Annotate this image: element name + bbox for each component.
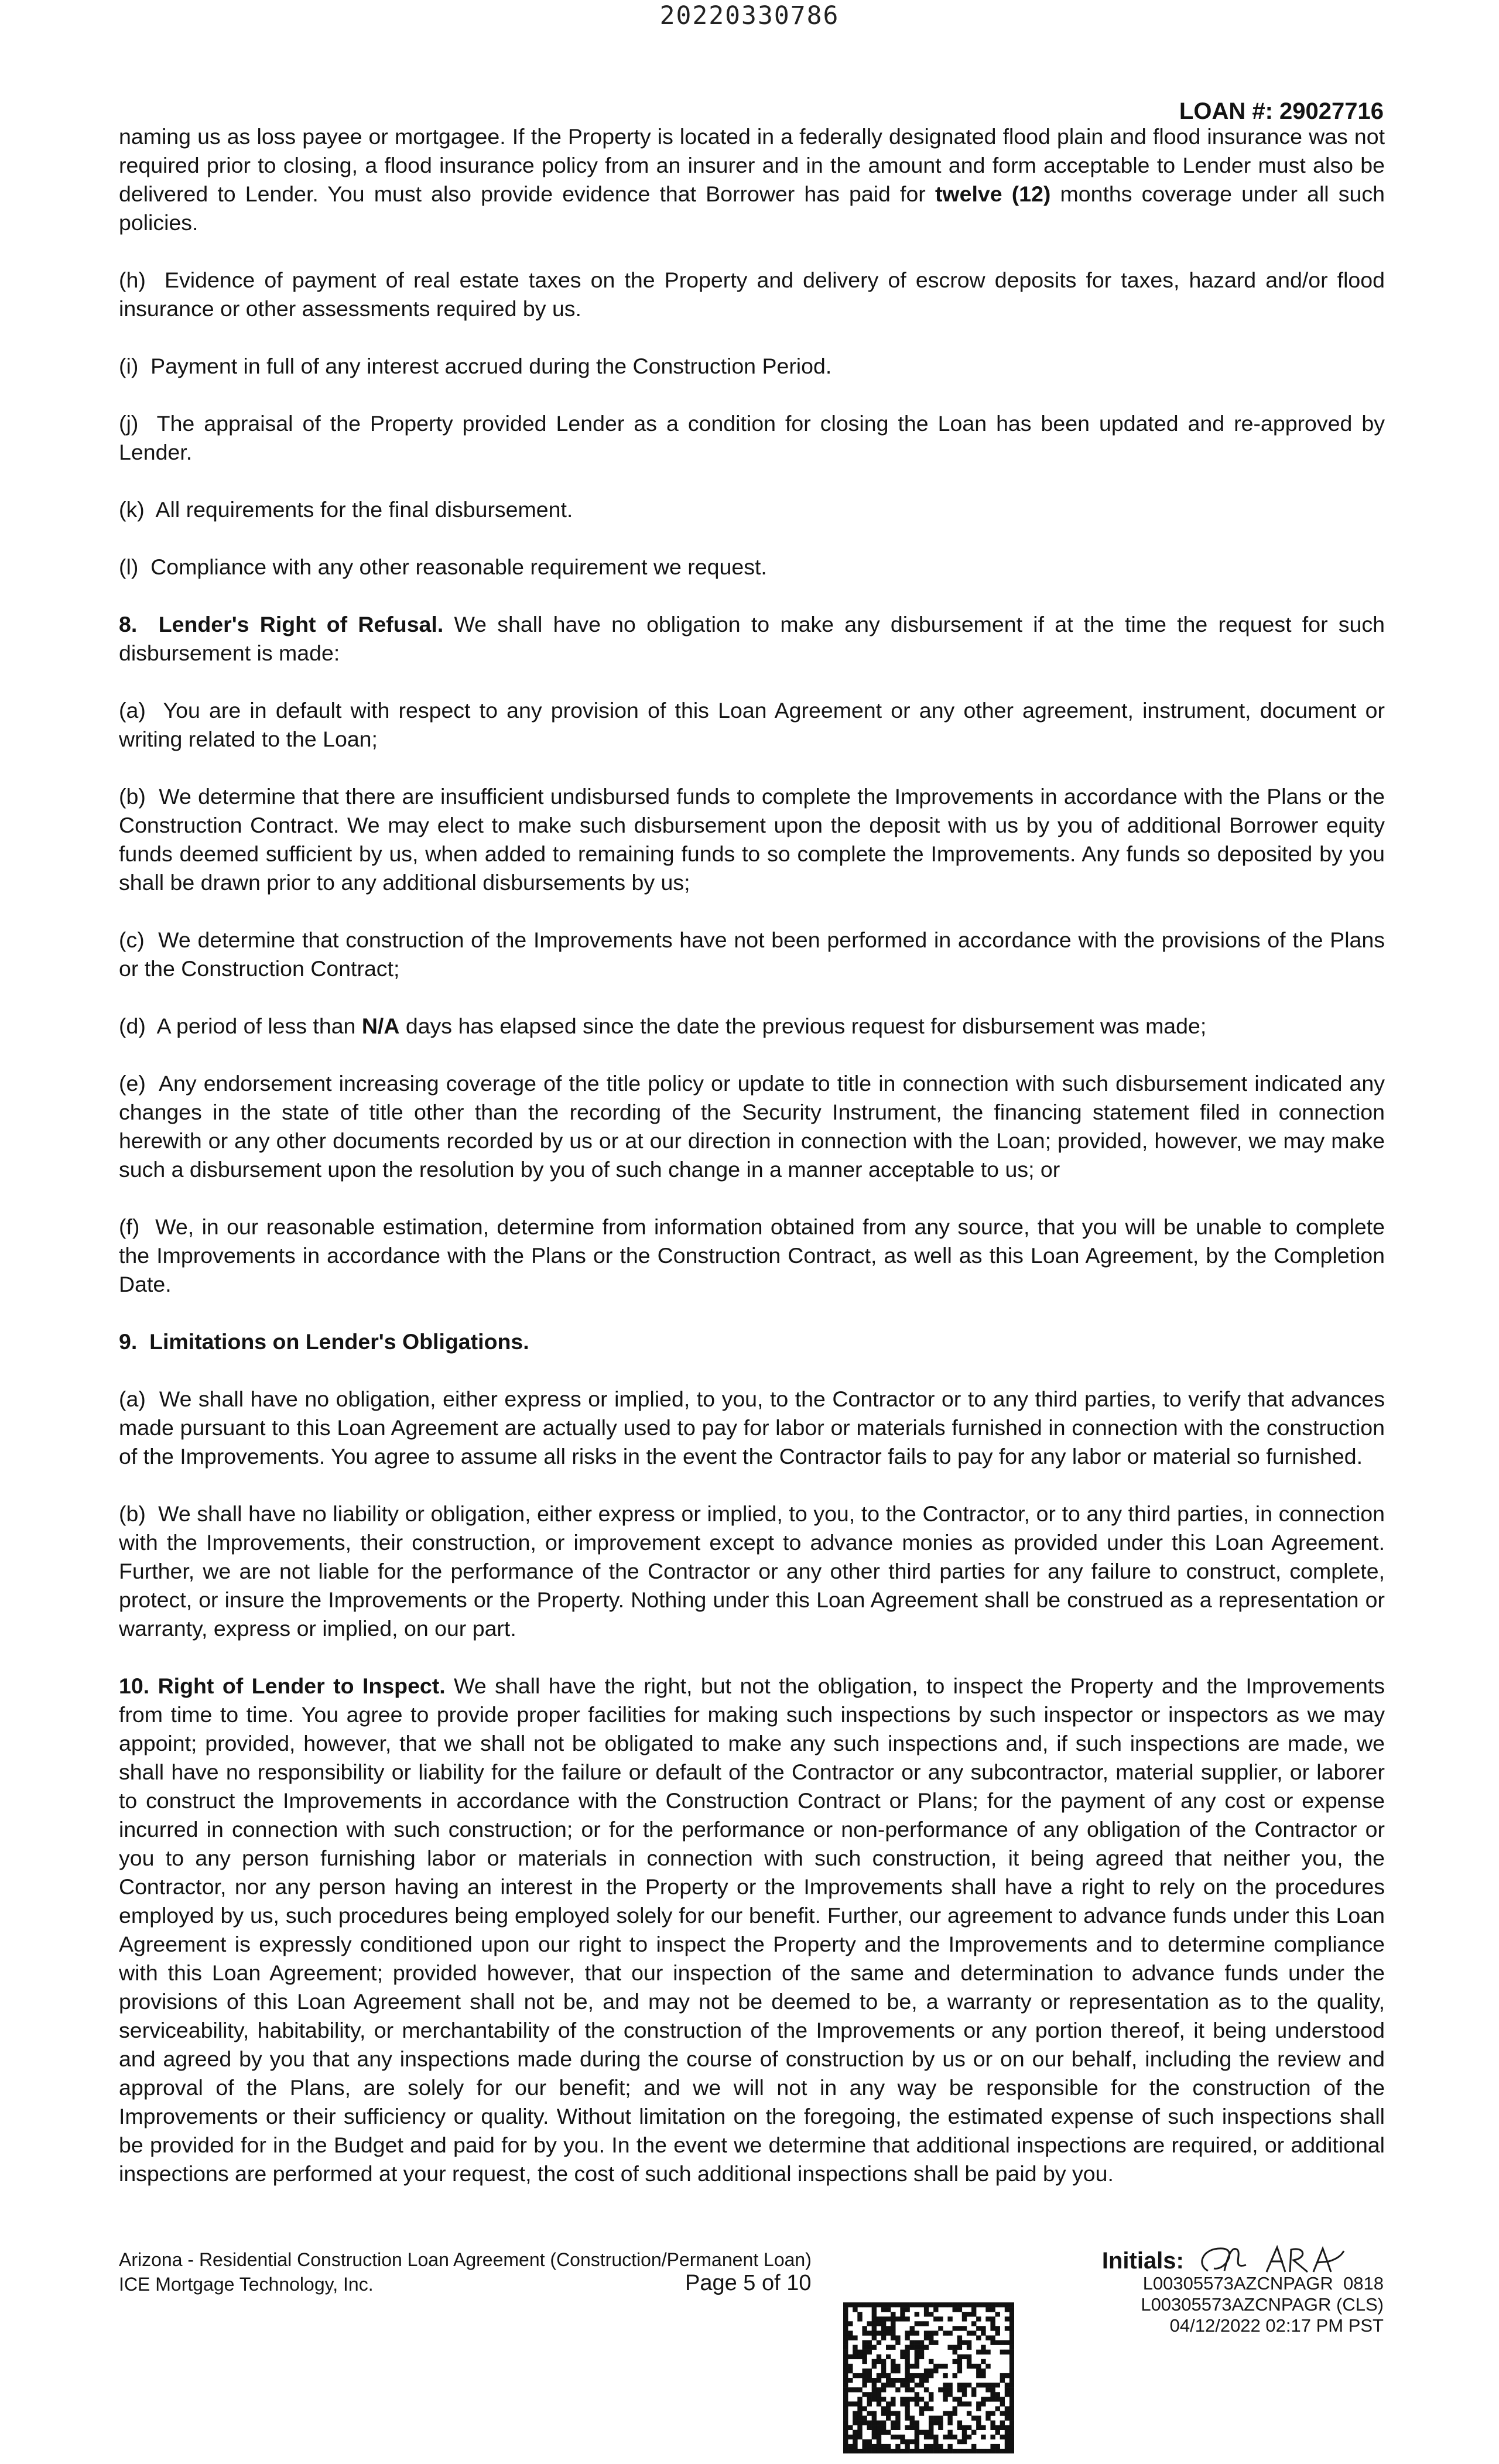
section-10-heading: 10. Right of Lender to Inspect. — [119, 1674, 446, 1698]
refusal-b: (b) We determine that there are insufficient undisbursed funds to complete the Improvements in accordance with the Plans or the Construction Contract. We may elect to make such disbursement upon the deposit with us by you of additional Borrower equity funds deemed sufficient by us, when added to remaining funds to so complete the Improvements. Any funds so deposited by you shall be drawn prior to any additional disbursements by us; — [119, 784, 1385, 895]
form-title: Arizona - Residential Construction Loan Agreement (Construction/Permanent Loan) — [119, 2249, 812, 2270]
section-9-heading: 9. Limitations on Lender's Obligations. — [119, 1329, 529, 1354]
refusal-c: (c) We determine that construction of the Improvements have not been performed in accordance with the provisions of the Plans or the Construction Contract; — [119, 928, 1385, 981]
refusal-f: (f) We, in our reasonable estimation, determine from information obtained from any source, that you will be unable to complete the Improvements in accordance with the Plans or the Construction Contract, as well as this Loan Agreement, by the Completion Date. — [119, 1214, 1385, 1296]
condition-l: (l) Compliance with any other reasonable requirement we request. — [119, 555, 767, 579]
condition-k: (k) All requirements for the final disbursement. — [119, 497, 573, 522]
initials-signed-text: ARA — [1190, 2241, 1192, 2242]
company-name: ICE Mortgage Technology, Inc. — [119, 2274, 374, 2295]
form-code-line: L00305573AZCNPAGR 0818 — [1142, 2273, 1384, 2294]
coverage-months: twelve (12) — [935, 182, 1051, 206]
page-number: Page 5 of 10 — [685, 2271, 812, 2295]
loan-number: LOAN #: 29027716 — [1179, 98, 1384, 124]
section-8-heading: 8. Lender's Right of Refusal. — [119, 612, 444, 636]
limitation-b: (b) We shall have no liability or obligation, either express or implied, to you, to the Contractor, or to any third parties, in connection with the Improvements, their construction, or improvement except to advance monies as provided under this Loan Agreement. Further, we are not liable for the performance of the Contractor or any other third parties for any failure to construct, complete, protect, or insure the Improvements or the Property. Nothing under this Loan Agreement shall be construed as a representation or warranty, express or implied, on our part. — [119, 1501, 1385, 1641]
form-code-cls: L00305573AZCNPAGR (CLS) — [1141, 2294, 1384, 2315]
footer-codes — [1102, 2241, 1384, 2336]
initials-label: Initials: — [1101, 2248, 1184, 2274]
initials-signature — [1190, 2241, 1384, 2277]
section-8-intro: 8. Lender's Right of Refusal. We shall have no obligation to make any disbursement if at the time the request for such disbursement is made: — [119, 612, 1385, 665]
2d-barcode — [843, 2302, 1014, 2453]
document-body — [119, 122, 1385, 2188]
recording-number: 20220330786 — [659, 1, 840, 30]
refusal-d: (d) A period of less than N/A days has elapsed since the date the previous request for disbursement was made; — [119, 1014, 1207, 1038]
initials-line — [1102, 2241, 1384, 2273]
days-value: N/A — [361, 1014, 400, 1038]
limitation-a: (a) We shall have no obligation, either express or implied, to you, to the Contractor or to any third parties, to verify that advances made pursuant to this Loan Agreement are actually used to pay for labor or materials furnished in connection with the construction of the Improvements. You agree to assume all risks in the event the Contractor fails to pay for any labor or material so furnished. — [119, 1387, 1385, 1469]
condition-i: (i) Payment in full of any interest accrued during the Construction Period. — [119, 354, 832, 378]
condition-h: (h) Evidence of payment of real estate taxes on the Property and delivery of escrow deposits for taxes, hazard and/or flood insurance or other assessments required by us. — [119, 268, 1385, 321]
refusal-a: (a) You are in default with respect to any provision of this Loan Agreement or any other agreement, instrument, document or writing related to the Loan; — [119, 698, 1385, 751]
insurance-paragraph: naming us as loss payee or mortgagee. If the Property is located in a federally designated flood plain and flood insurance was not required prior to closing, a flood insurance policy from an insurer and in the amount and form acceptable to Lender must also be delivered to Lender. You must also provide evidence that Borrower has paid for twelve (12) months coverage under all such policies. — [119, 124, 1385, 235]
section-10: 10. Right of Lender to Inspect. We shall have the right, but not the obligation, to inspect the Property and the Improvements from time to time. You agree to provide proper facilities for making such inspections by such inspector or inspectors as we may appoint; provided, however, that we shall not be obligated to make any such inspections and, if such inspections are made, we shall have no responsibility or liability for the failure or default of the Contractor or any subcontractor, material supplier, or laborer to construct the Improvements in accordance with the Construction Contract or Plans; for the payment of any cost or expense incurred in connection with such construction; or for the performance or non-performance of any obligation of the Contractor or you to any person furnishing labor or materials in connection with such construction, it being agreed that neither you, the Contractor, nor any person having an interest in the Property or the Improvements shall have a right to rely on the procedures employed by us, such procedures being employed solely for our benefit. Further, our agreement to advance funds under this Loan Agreement is expressly conditioned upon our right to inspect the Property and the Improvements and to determine compliance with this Loan Agreement; provided however, that our inspection of the same and determination to advance funds under the provisions of this Loan Agreement shall not be, and may not be deemed to be, a warranty or representation as to the quality, serviceability, habitability, or merchantability of the construction of the Improvements or any portion thereof, it being understood and agreed by you that any inspections made during the course of construction by us or on our behalf, including the review and approval of the Plans, are solely for our benefit; and we will not in any way be responsible for the construction of the Improvements or their sufficiency or quality. Without limitation on the foregoing, the estimated expense of such inspections shall be provided for in the Budget and paid for by you. In the event we determine that additional inspections are required, or additional inspections are performed at your request, the cost of such additional inspections shall be paid by you. — [119, 1674, 1385, 2186]
condition-j: (j) The appraisal of the Property provided Lender as a condition for closing the Loan has been updated and re-approved by Lender. — [119, 411, 1385, 464]
print-timestamp: 04/12/2022 02:17 PM PST — [1169, 2315, 1384, 2336]
refusal-e: (e) Any endorsement increasing coverage of the title policy or update to title in connection with such disbursement indicated any changes in the state of title other than the recording of the Security Instrument, the financing statement filed in connection herewith or any other documents recorded by us or at our direction in connection with the Loan; provided, however, we may make such a disbursement upon the resolution by you of such change in a manner acceptable to us; or — [119, 1071, 1385, 1182]
